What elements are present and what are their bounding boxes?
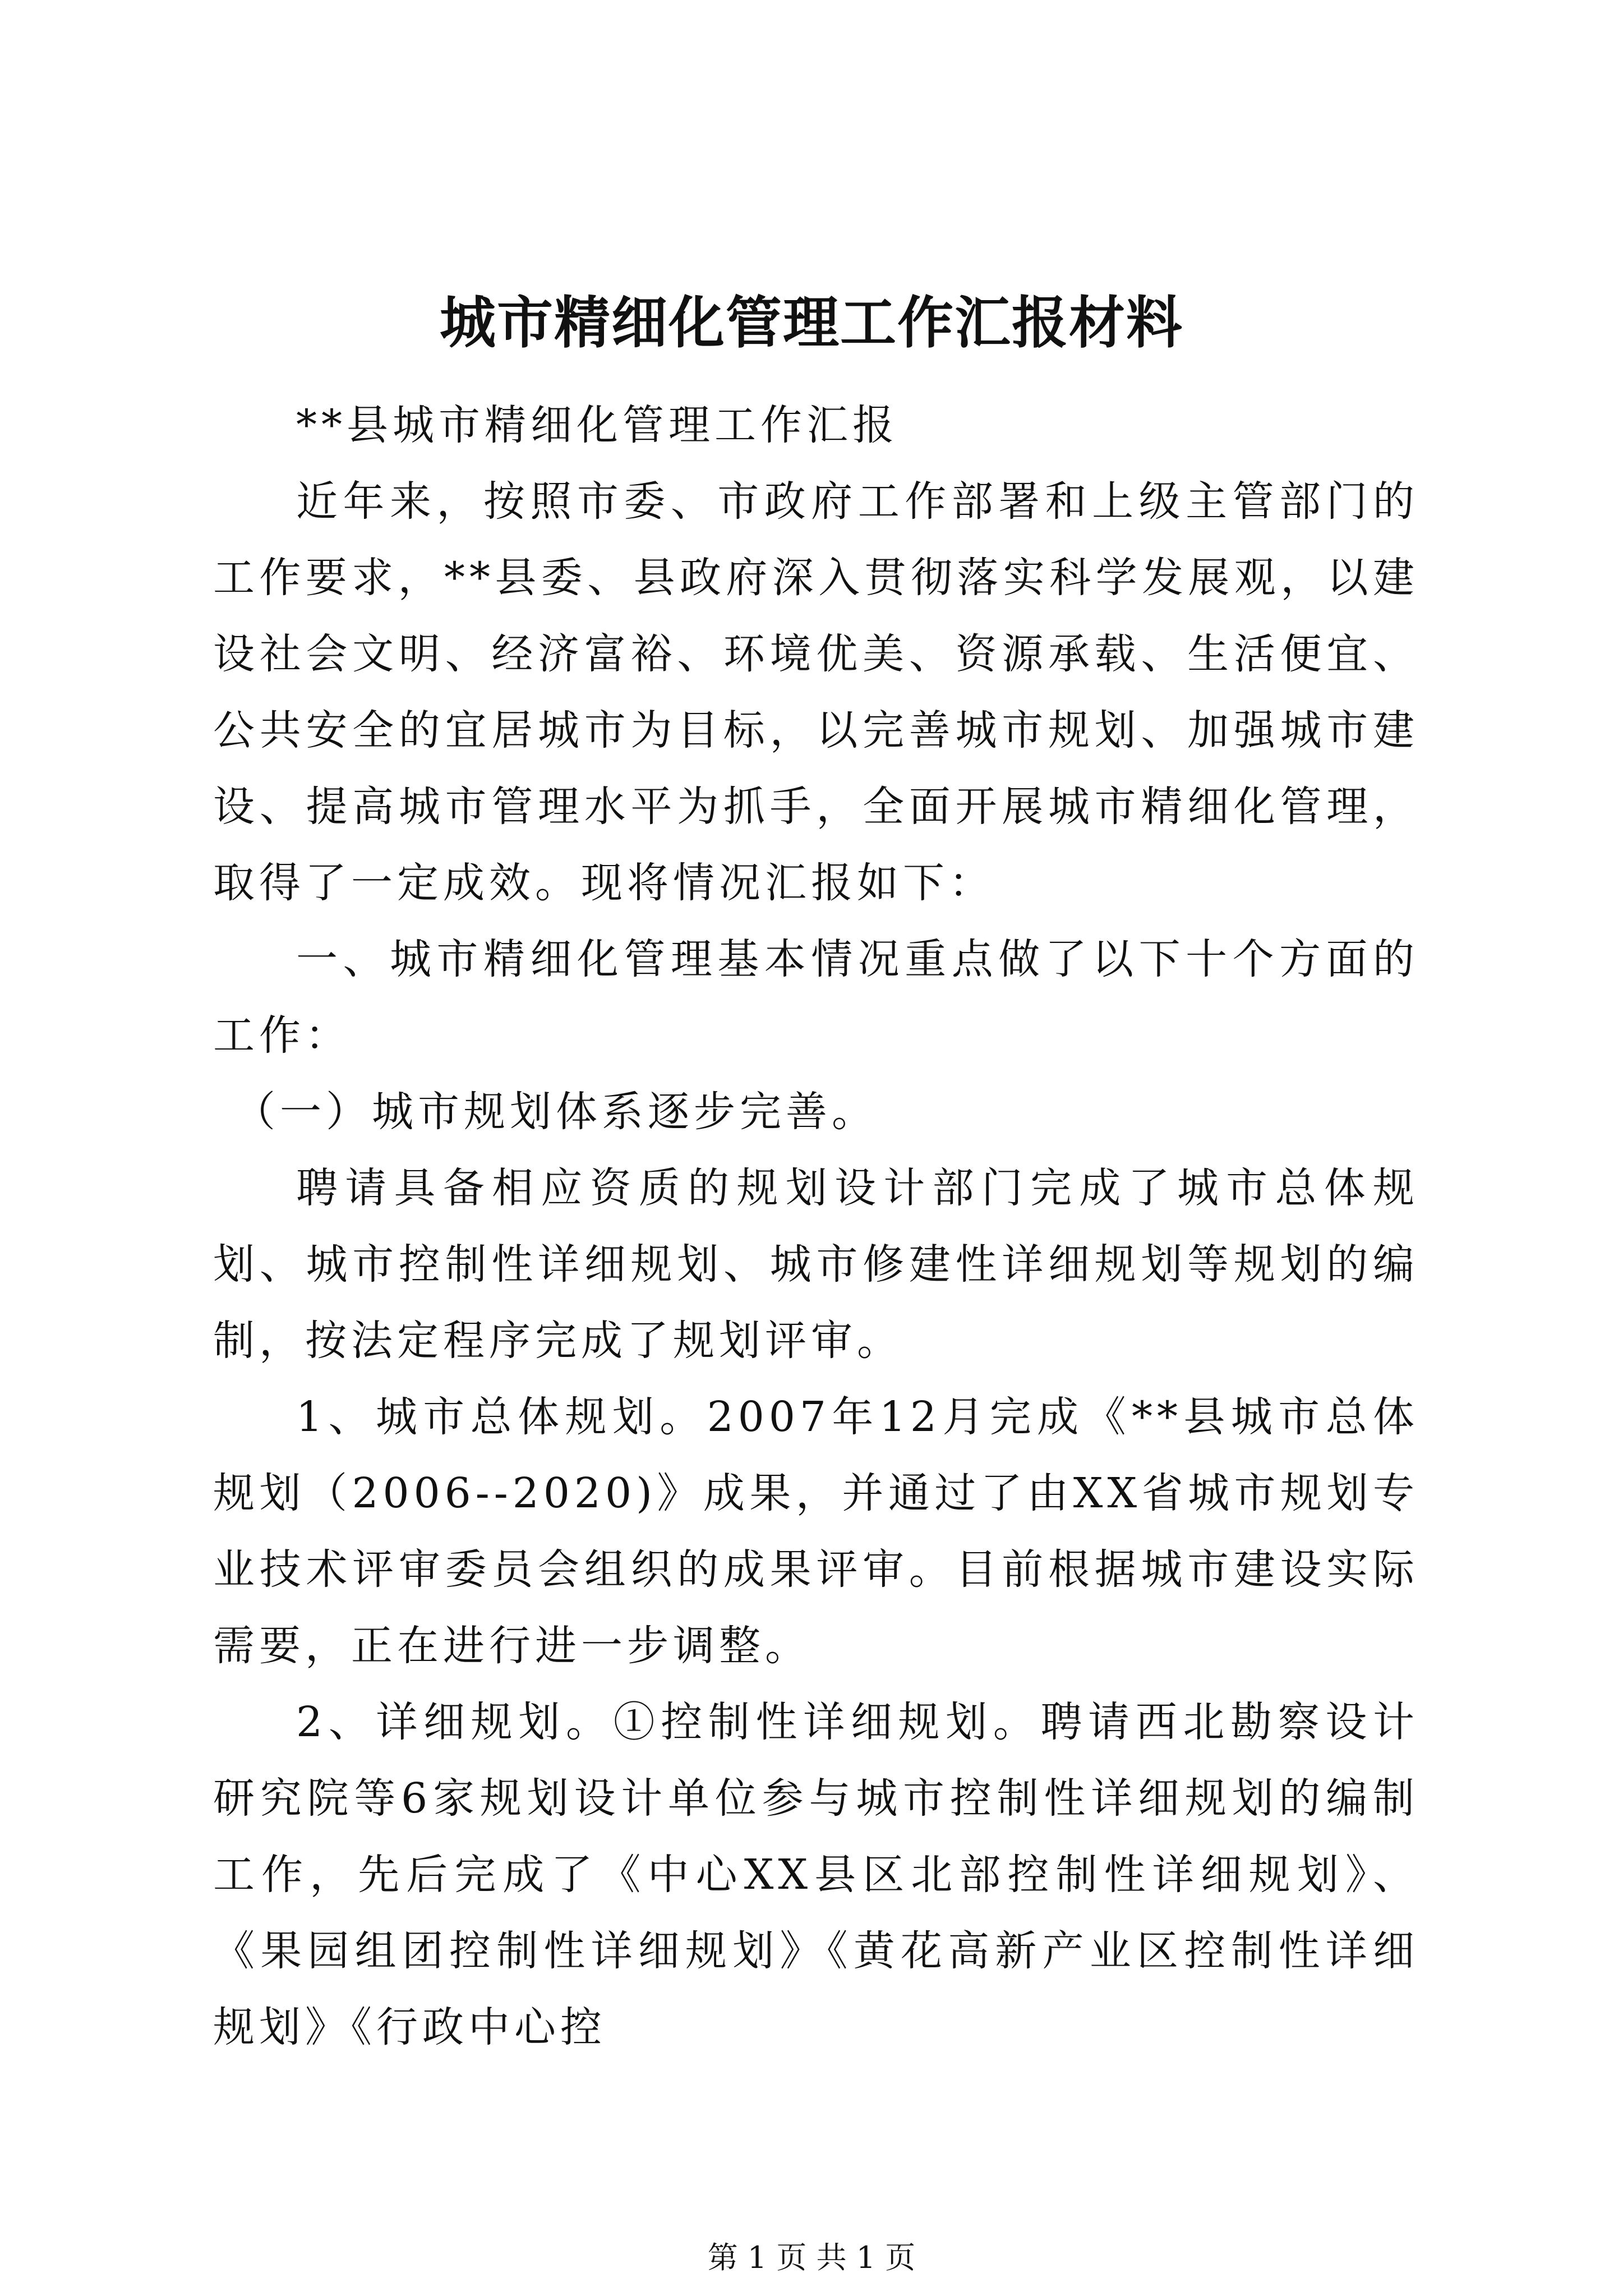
paragraph-subtitle: **县城市精细化管理工作汇报 (296, 401, 898, 449)
paragraph-subsection-heading: （一）城市规划体系逐步完善。 (234, 1088, 878, 1136)
paragraph-section-heading: 一、城市精细化管理基本情况重点做了以下十个方面的工作： (213, 935, 1419, 1060)
paragraph-planning-overview: 聘请具备相应资质的规划设计部门完成了城市总体规划、城市控制性详细规划、城市修建性详细规划等规划的编制，按法定程序完成了规划评审。 (213, 1164, 1419, 1365)
paragraph-detailed-plan: 2、详细规划。①控制性详细规划。聘请西北勘察设计研究院等6家规划设计单位参与城市控制性详细规划的编制工作，先后完成了《中心XX县区北部控制性详细规划》、《果园组团控制性详细规划》《黄花高新产业区控制性详细规划》《行政中心控 (213, 1698, 1419, 2051)
document-body (213, 387, 1419, 2065)
page-footer: 第 1 页 共 1 页 (707, 2240, 916, 2275)
document-title: 城市精细化管理工作汇报材料 (440, 289, 1183, 356)
paragraph-master-plan: 1、城市总体规划。2007年12月完成《**县城市总体规划（2006--2020)》成果，并通过了由XX省城市规划专业技术评审委员会组织的成果评审。目前根据城市建设实际需要，正在进行进一步调整。 (213, 1393, 1419, 1670)
paragraph-intro: 近年来，按照市委、市政府工作部署和上级主管部门的工作要求，**县委、县政府深入贯彻落实科学发展观，以建设社会文明、经济富裕、环境优美、资源承载、生活便宜、公共安全的宜居城市为目标，以完善城市规划、加强城市建设、提高城市管理水平为抓手，全面开展城市精细化管理，取得了一定成效。现将情况汇报如下： (213, 477, 1419, 907)
